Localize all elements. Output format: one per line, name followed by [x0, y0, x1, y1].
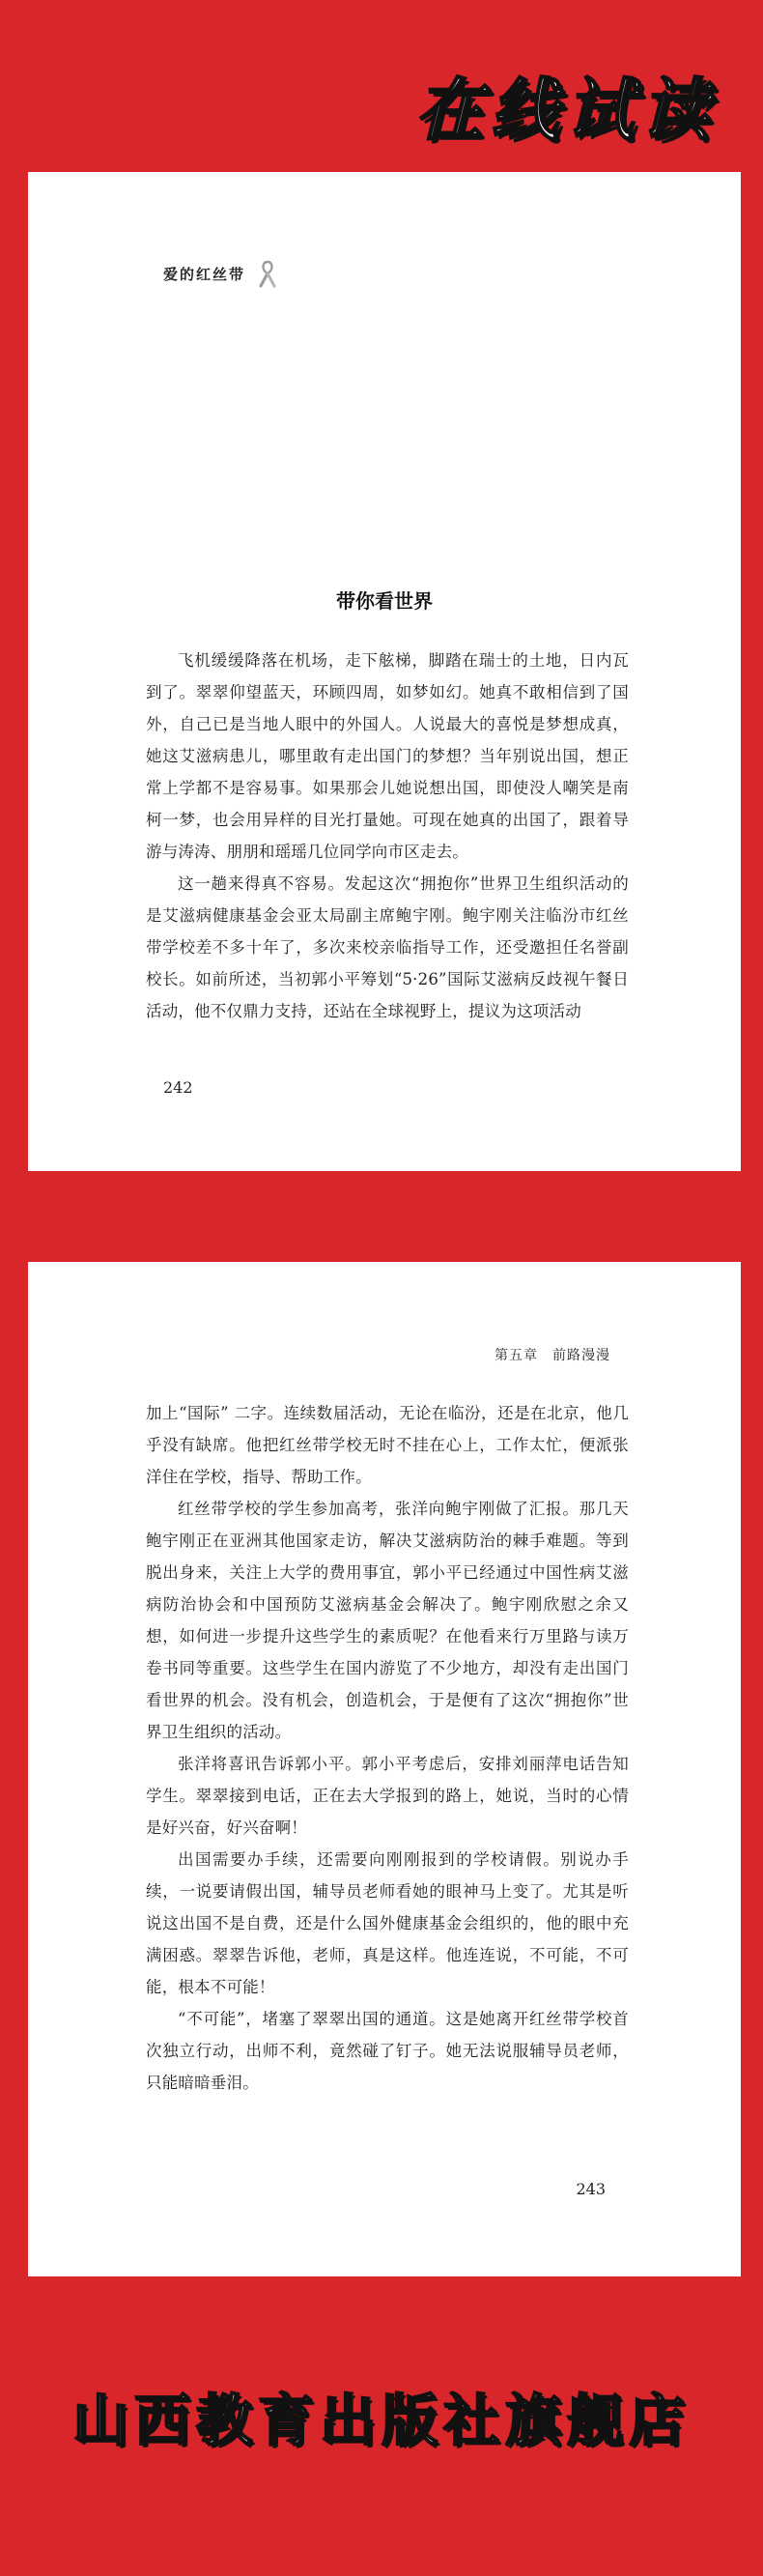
paragraph: 飞机缓缓降落在机场，走下舷梯，脚踏在瑞士的土地，日内瓦到了。翠翠仰望蓝天，环顾四周，如梦如幻。她真不敢相信到了国外，自己已是当地人眼中的外国人。人说最大的喜悦是梦想成真，她这艾滋病患儿，哪里敢有走出国门的梦想？当年别说出国，想正常上学都不是容易事。如果那会儿她说想出国，即使没人嘲笑是南柯一梦，也会用异样的目光打量她。可现在她真的出国了，跟着导游与涛涛、朋朋和瑶瑶几位同学向市区走去。 — [146, 651, 629, 861]
body-text — [146, 1397, 629, 2099]
page-number: 243 — [576, 2180, 606, 2198]
book-page-left — [28, 172, 741, 1171]
store-name: 山西教育出版社旗舰店 — [71, 2388, 691, 2453]
paragraph: “不可能”，堵塞了翠翠出国的通道。这是她离开红丝带学校首次独立行动，出师不利，竟然碰了钉子。她无法说服辅导员老师，只能暗暗垂泪。 — [146, 2010, 629, 2092]
chapter-running-head: 第五章 前路漫漫 — [495, 1348, 610, 1363]
awareness-ribbon-icon — [257, 259, 278, 288]
page-number: 242 — [163, 1078, 193, 1097]
banner-title: 在线试读 — [415, 71, 717, 150]
paragraph: 这一趟来得真不容易。发起这次“拥抱你”世界卫生组织活动的是艾滋病健康基金会亚太局副主席鲍宇刚。鲍宇刚关注临汾市红丝带学校差不多十年了，多次来校亲临指导工作，还受邀担任名誉副校长。如前所述，当初郭小平筹划“5·26”国际艾滋病反歧视午餐日活动，他不仅鼎力支持，还站在全球视野上，提议为这项活动 — [146, 874, 629, 1020]
paragraph: 加上“国际” 二字。连续数届活动，无论在临汾，还是在北京，他几乎没有缺席。他把红丝带学校无时不挂在心上，工作太忙，便派张洋住在学校，指导、帮助工作。 — [146, 1404, 629, 1486]
section-title: 带你看世界 — [336, 589, 433, 613]
paragraph: 张洋将喜讯告诉郭小平。郭小平考虑后，安排刘丽萍电话告知学生。翠翠接到电话，正在去大学报到的路上，她说，当时的心情是好兴奋，好兴奋啊！ — [146, 1755, 629, 1837]
body-text — [146, 644, 629, 1027]
paragraph: 出国需要办手续，还需要向刚刚报到的学校请假。别说办手续，一说要请假出国，辅导员老师看她的眼神马上变了。尤其是听说这出国不是自费，还是什么国外健康基金会组织的，他的眼中充满困惑。翠翠告诉他，老师，真是这样。他连连说，不可能，不可能，根本不可能！ — [146, 1850, 629, 1996]
running-head — [163, 259, 278, 288]
book-page-right — [28, 1262, 741, 2276]
paragraph: 红丝带学校的学生参加高考，张洋向鲍宇刚做了汇报。那几天鲍宇刚正在亚洲其他国家走访，解决艾滋病防治的棘手难题。等到脱出身来，关注上大学的费用事宜，郭小平已经通过中国性病艾滋病防治协会和中国预防艾滋病基金会解决了。鲍宇刚欣慰之余又想，如何进一步提升这些学生的素质呢？在他看来行万里路与读万卷书同等重要。这些学生在国内游览了不少地方，却没有走出国门看世界的机会。没有机会，创造机会，于是便有了这次“拥抱你”世界卫生组织的活动。 — [146, 1500, 629, 1741]
book-title-running-head: 爱的红丝带 — [163, 265, 246, 283]
